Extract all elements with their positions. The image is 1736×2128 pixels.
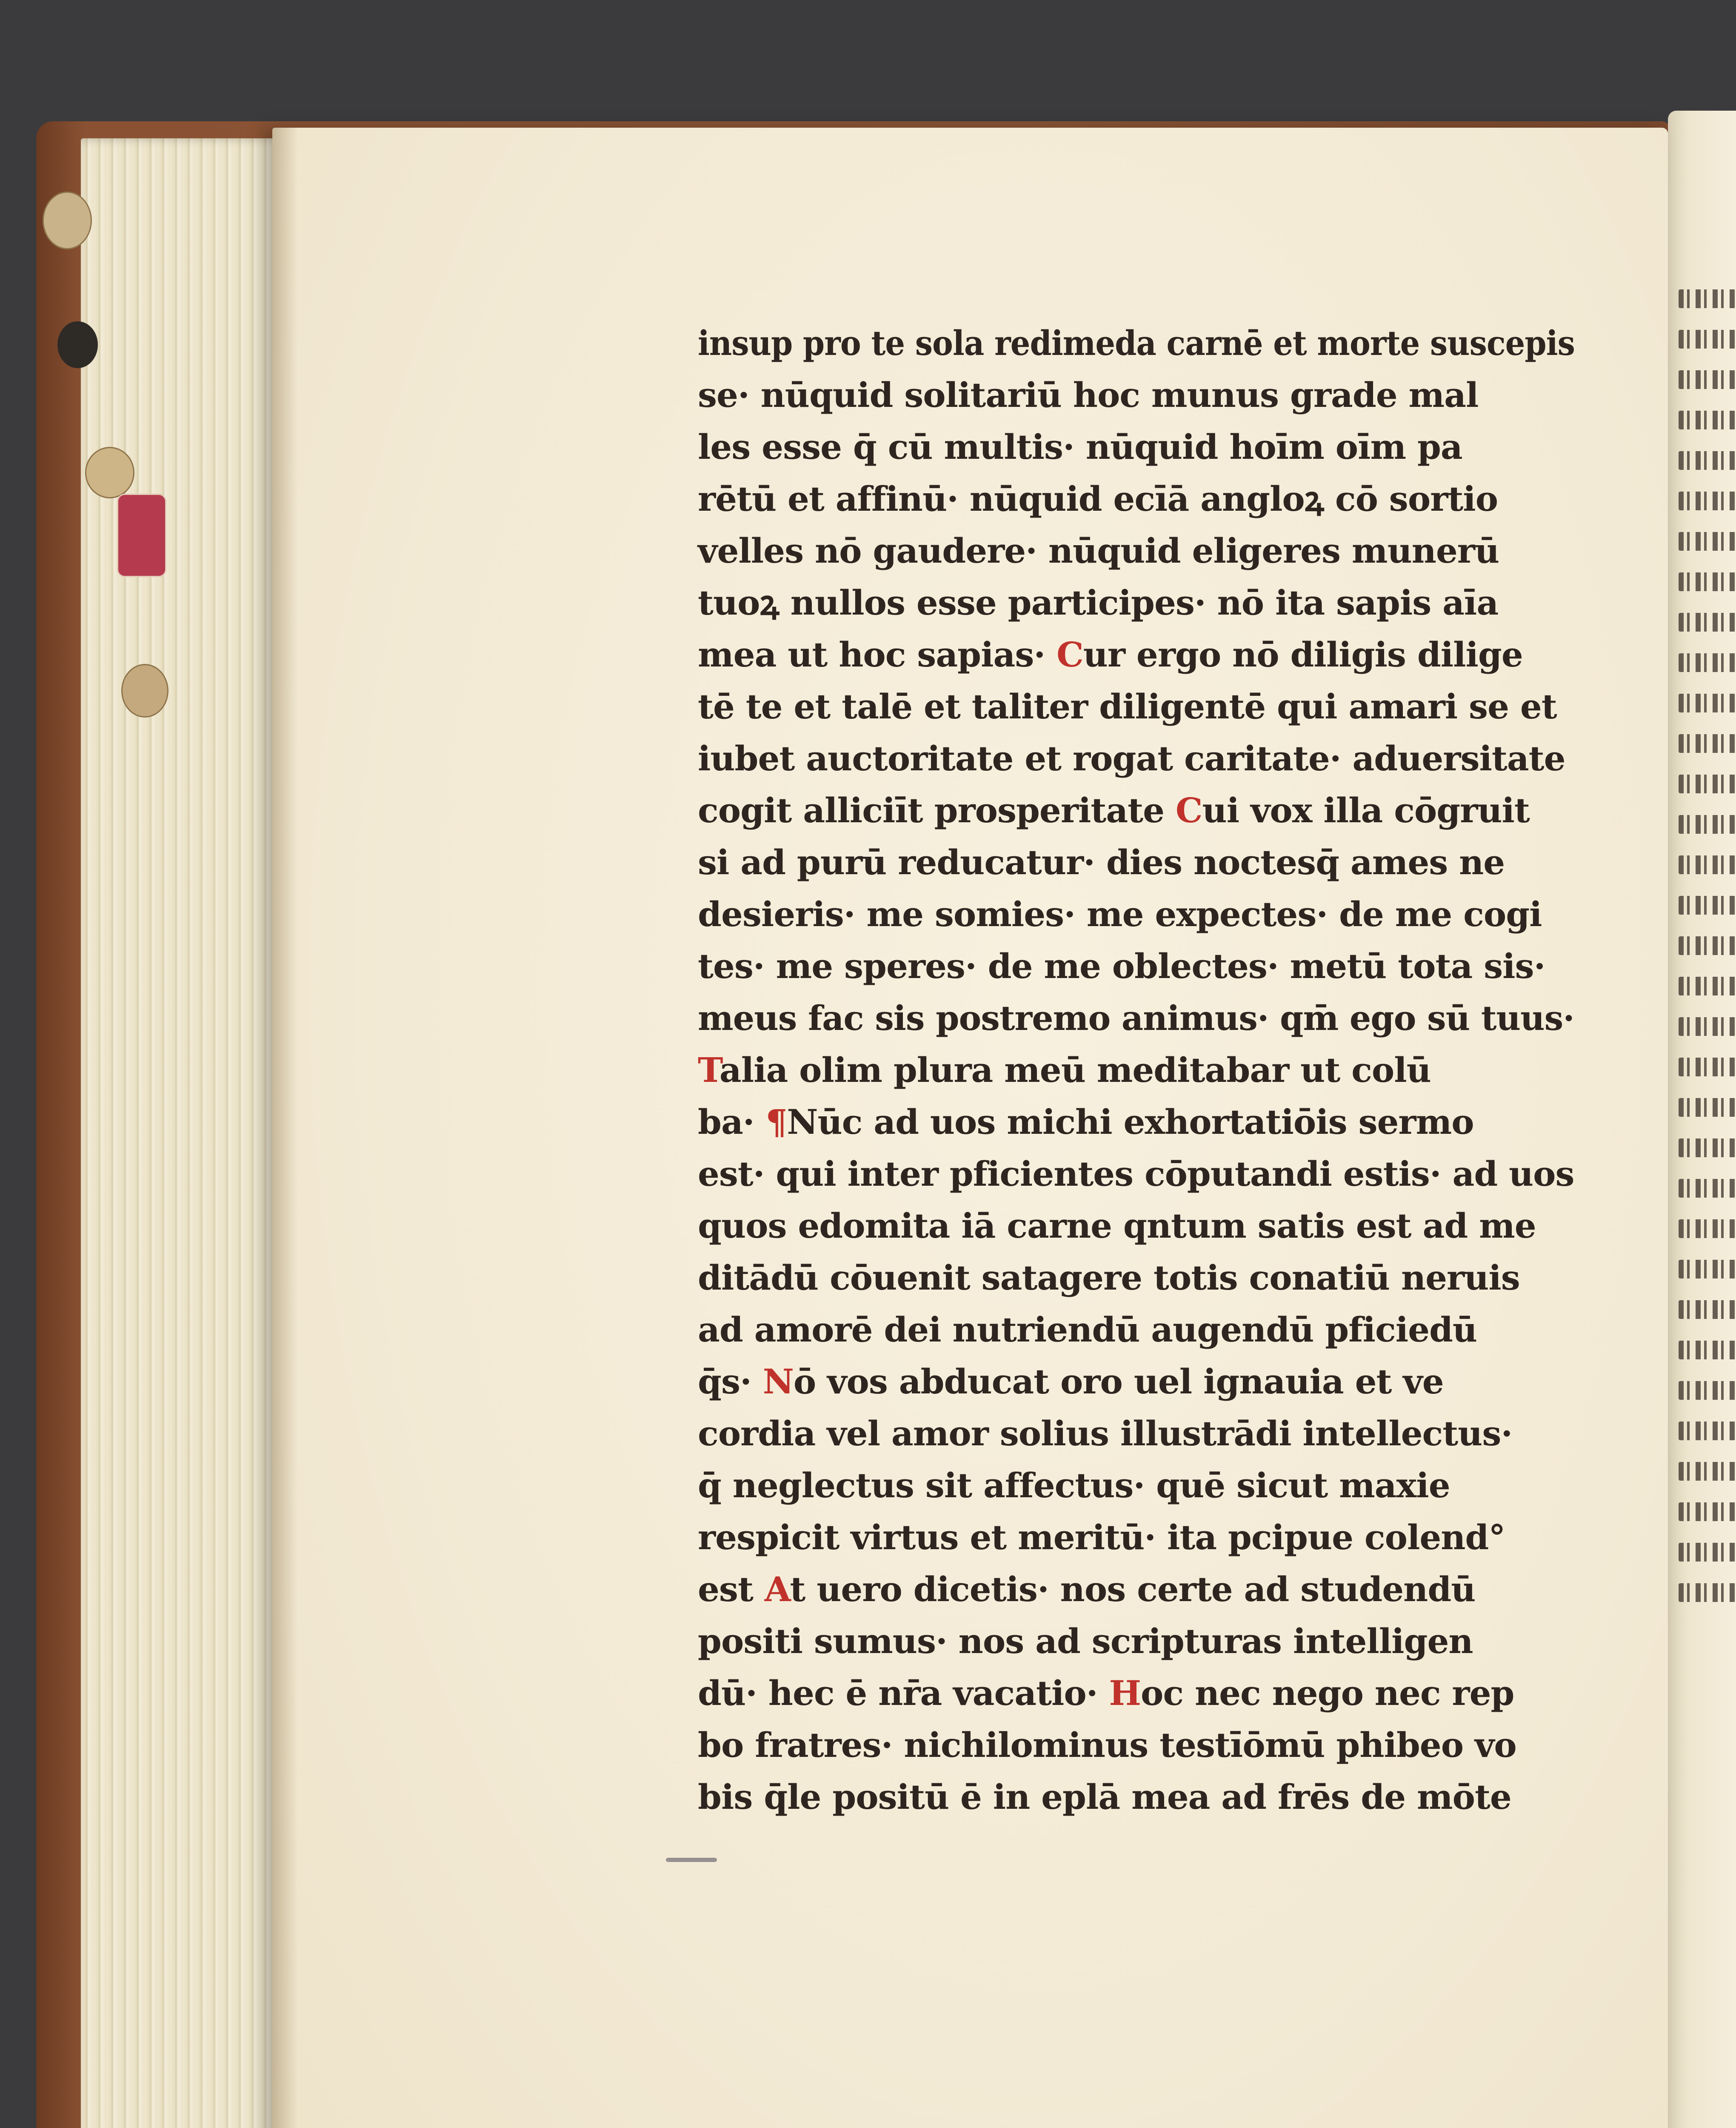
text-line [698, 421, 1574, 473]
facing-text-line [1679, 1583, 1736, 1602]
ink-mark [666, 1858, 717, 1862]
line-text: tes· me speres· de me oblectes· metū tota sis· [698, 946, 1545, 986]
line-text: ad amorē dei nutriendū augendū pficiedū [698, 1310, 1477, 1350]
facing-text-line [1679, 370, 1736, 389]
text-line [698, 317, 1575, 369]
line-text: velles nō gaudere· nūquid eligeres munerū [698, 531, 1499, 571]
text-line [698, 992, 1574, 1044]
rubricated-initial: C [1056, 635, 1083, 675]
facing-text-line [1679, 532, 1736, 551]
text-line [698, 1304, 1574, 1356]
line-text: dū· hec ē nr̄a vacatio· [698, 1673, 1109, 1713]
text-line [698, 681, 1574, 732]
facing-text-line [1679, 1058, 1736, 1076]
text-line [698, 577, 1574, 629]
text-line [698, 940, 1574, 992]
facing-text-line [1679, 936, 1736, 955]
line-text: meus fac sis postremo animus· qm̄ ego sū tuus· [698, 998, 1574, 1038]
line-text: tuoꝝ nullos esse participes· nō ita sapis aīa [698, 583, 1499, 623]
text-block [698, 317, 1574, 1823]
rubricated-initial: H [1109, 1673, 1141, 1713]
line-text: bis q̄le positū ē in eplā mea ad frēs de mōte [698, 1777, 1511, 1817]
line-text: ba· [698, 1102, 766, 1142]
text-line [698, 1771, 1574, 1823]
line-text: ō vos abducat oro uel ignauia et ve [793, 1361, 1444, 1402]
facing-text-line [1679, 492, 1736, 510]
facing-text-line [1679, 572, 1736, 591]
text-line [698, 1563, 1574, 1615]
text-line [698, 1356, 1574, 1407]
facing-text-line [1679, 775, 1736, 793]
text-line [698, 1044, 1574, 1096]
rubricated-initial: T [698, 1050, 720, 1090]
facing-text-line [1679, 289, 1736, 308]
facing-text-line [1679, 1300, 1736, 1319]
facing-text-line [1679, 1098, 1736, 1117]
text-line [698, 473, 1574, 525]
text-line [698, 784, 1574, 836]
line-text: tē te et talē et taliter diligentē qui amari se et [698, 686, 1557, 726]
line-text: mea ut hoc sapias· [698, 635, 1057, 675]
text-line [698, 525, 1574, 577]
rubricated-initial: A [764, 1569, 790, 1609]
line-text: q̄ neglectus sit affectus· quē sicut maxie [698, 1465, 1450, 1505]
text-line [698, 888, 1574, 940]
text-line [698, 1667, 1574, 1719]
facing-text-line [1679, 1341, 1736, 1359]
bookmark-tab-red [117, 494, 166, 577]
text-line [698, 1200, 1574, 1252]
line-text: les esse q̄ cū multis· nūquid hoīm oīm pa [698, 427, 1462, 467]
line-text: si ad purū reducatur· dies noctesq̄ ames ne [698, 842, 1505, 882]
line-text: cordia vel amor solius illustrādi intellectus· [698, 1413, 1513, 1453]
facing-text-line [1679, 977, 1736, 995]
facing-text-line [1679, 411, 1736, 429]
line-text: se· nūquid solitariū hoc munus grade mal [698, 375, 1479, 415]
text-line [698, 1615, 1574, 1667]
line-text: iubet auctoritate et rogat caritate· aduersitate [698, 738, 1565, 778]
facing-text-line [1679, 451, 1736, 470]
text-line [698, 1511, 1574, 1563]
bookmark-tab [121, 664, 168, 718]
facing-text-line [1679, 1381, 1736, 1400]
text-line [698, 732, 1574, 784]
page-edge-stack [81, 138, 298, 2128]
facing-text-line [1679, 1260, 1736, 1279]
facing-text-line [1679, 1138, 1736, 1157]
facing-text-line [1679, 694, 1736, 712]
line-text: oc nec nego nec rep [1141, 1673, 1514, 1713]
line-text: bo fratres· nichilominus testīōmū phibeo vo [698, 1725, 1516, 1765]
text-line [698, 629, 1574, 681]
bookmark-tab [43, 192, 92, 249]
line-text: alia olim plura meū meditabar ut colū [719, 1050, 1431, 1090]
text-line [698, 1148, 1573, 1200]
facing-text-line [1679, 330, 1736, 349]
line-text: q̄s· [698, 1361, 763, 1402]
line-text: Nūc ad uos michi exhortatiōis sermo [787, 1102, 1474, 1142]
line-text: cogit alliciīt prosperitate [698, 790, 1176, 830]
bookmark-tab [57, 321, 98, 368]
text-line [698, 1719, 1574, 1771]
line-text: ur ergo nō diligis dilige [1083, 635, 1523, 675]
facing-text-line [1679, 855, 1736, 874]
facing-page-text [1679, 289, 1736, 1630]
facing-text-line [1679, 1502, 1736, 1521]
line-text: rētū et affinū· nūquid ecīā angloꝝ cō sortio [698, 479, 1498, 519]
line-text: desieris· me somies· me expectes· de me cogi [698, 894, 1542, 934]
rubricated-initial: ¶ [765, 1102, 787, 1142]
rubricated-initial: N [762, 1361, 794, 1402]
line-text: est· qui inter pficientes cōputandi estis· ad uos [698, 1154, 1574, 1194]
line-text: quos edomita iā carne qntum satis est ad me [698, 1206, 1536, 1246]
text-line [698, 836, 1574, 888]
facing-text-line [1679, 653, 1736, 672]
line-text: respicit virtus et meritū· ita pcipue colend° [698, 1517, 1505, 1557]
facing-text-line [1679, 815, 1736, 834]
facing-text-line [1679, 734, 1736, 753]
facing-text-line [1679, 1179, 1736, 1198]
line-text: ditādū cōuenit satagere totis conatiū neruis [698, 1258, 1520, 1298]
text-line [698, 1407, 1574, 1459]
facing-text-line [1679, 1462, 1736, 1481]
facing-text-line [1679, 1543, 1736, 1562]
line-text: positi sumus· nos ad scripturas intelligen [698, 1621, 1473, 1661]
text-line [698, 369, 1574, 421]
facing-text-line [1679, 896, 1736, 915]
line-text: insup pro te sola redimeda carnē et morte suscepis [698, 323, 1575, 363]
line-text: ui vox illa cōgruit [1202, 790, 1530, 830]
facing-text-line [1679, 1422, 1736, 1440]
facing-text-line [1679, 613, 1736, 632]
facing-text-line [1679, 1219, 1736, 1238]
line-text: est [698, 1569, 765, 1609]
text-line [698, 1096, 1574, 1148]
text-line [698, 1459, 1574, 1511]
rubricated-initial: C [1175, 790, 1202, 830]
text-line [698, 1252, 1574, 1304]
bookmark-tab [85, 447, 134, 498]
facing-text-line [1679, 1017, 1736, 1036]
line-text: t uero dicetis· nos certe ad studendū [790, 1569, 1476, 1609]
